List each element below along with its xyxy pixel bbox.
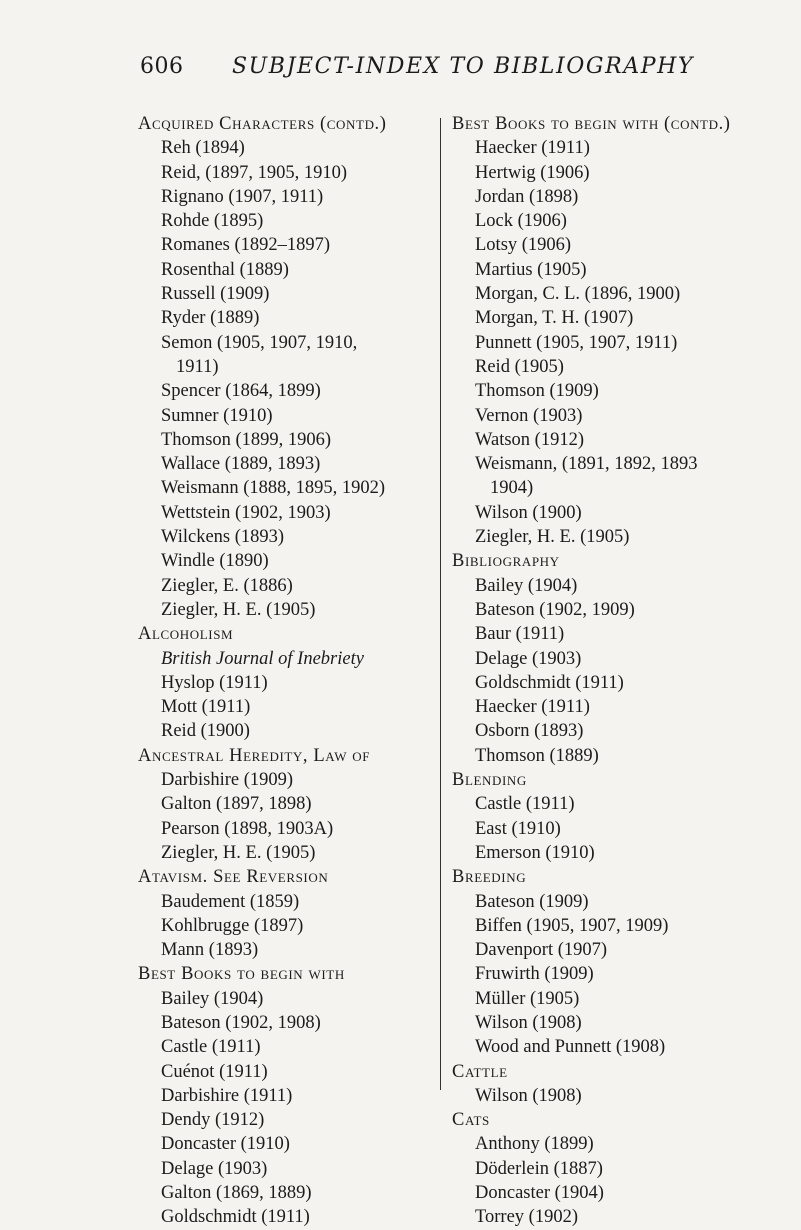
column-divider: [440, 118, 441, 1090]
index-entry: Castle (1911): [475, 794, 575, 815]
index-entry: East (1910): [475, 818, 561, 839]
index-entry: Morgan, T. H. (1907): [475, 308, 634, 329]
index-entry: Mann (1893): [161, 940, 259, 961]
index-entry: Wilson (1908): [475, 1012, 582, 1033]
index-entry: Galton (1897, 1898): [161, 794, 312, 815]
index-heading: Bibliography: [452, 551, 560, 572]
index-entry: Ziegler, H. E. (1905): [475, 527, 630, 548]
index-entry: Haecker (1911): [475, 138, 590, 159]
index-entry: Windle (1890): [161, 551, 269, 572]
index-entry: Baur (1911): [475, 624, 565, 645]
index-entry: Goldschmidt (1911): [161, 1207, 310, 1228]
index-entry: Doncaster (1910): [161, 1134, 290, 1155]
index-entry: Weismann, (1891, 1892, 1893: [475, 454, 698, 475]
index-heading: Alcoholism: [138, 624, 234, 645]
index-heading: Best Books to begin with: [138, 964, 345, 985]
index-entry: Mott (1911): [161, 697, 251, 718]
running-head: [140, 54, 780, 94]
index-entry: British Journal of Inebriety: [161, 648, 364, 669]
index-entry: Reid (1900): [161, 721, 250, 742]
index-entry: Anthony (1899): [475, 1134, 594, 1155]
index-entry: Delage (1903): [161, 1158, 268, 1179]
index-entry: Fruwirth (1909): [475, 964, 594, 985]
index-entry: Thomson (1889): [475, 745, 599, 766]
index-entry: Goldschmidt (1911): [475, 672, 624, 693]
index-entry: Darbishire (1909): [161, 770, 294, 791]
index-entry: Bateson (1909): [475, 891, 589, 912]
index-entry: Wettstein (1902, 1903): [161, 502, 331, 523]
index-entry: Ziegler, H. E. (1905): [161, 842, 316, 863]
page-heading: SUBJECT-INDEX TO BIBLIOGRAPHY: [232, 54, 695, 79]
index-entry: Wilckens (1893): [161, 527, 285, 548]
index-entry: Davenport (1907): [475, 940, 608, 961]
index-entry: Döderlein (1887): [475, 1158, 603, 1179]
index-entry: Torrey (1902): [475, 1207, 578, 1228]
index-entry: Wilson (1900): [475, 502, 582, 523]
left-index-column: [138, 112, 434, 1230]
index-entry: Watson (1912): [475, 429, 584, 450]
index-entry: Ryder (1889): [161, 308, 260, 329]
index-entry: Semon (1905, 1907, 1910,: [161, 332, 358, 353]
index-entry: Rosenthal (1889): [161, 259, 289, 280]
index-heading: Best Books to begin with (contd.): [452, 114, 731, 134]
index-entry: Emerson (1910): [475, 842, 595, 863]
index-entry: Bailey (1904): [475, 575, 578, 596]
index-heading: Cats: [452, 1110, 490, 1131]
index-entry: Weismann (1888, 1895, 1902): [161, 478, 386, 499]
index-entry-continuation: 1904): [490, 478, 534, 499]
index-heading: Breeding: [452, 867, 527, 888]
index-entry: Haecker (1911): [475, 697, 590, 718]
index-entry: Ziegler, H. E. (1905): [161, 599, 316, 620]
index-entry: Wallace (1889, 1893): [161, 454, 321, 475]
index-entry: Castle (1911): [161, 1037, 261, 1058]
index-entry: Bateson (1902, 1909): [475, 599, 635, 620]
index-entry: Darbishire (1911): [161, 1085, 293, 1106]
index-entry: Lock (1906): [475, 211, 567, 232]
index-entry: Dendy (1912): [161, 1110, 265, 1131]
index-entry: Cuénot (1911): [161, 1061, 268, 1082]
index-heading: Cattle: [452, 1061, 508, 1082]
index-heading: Ancestral Heredity, Law of: [138, 745, 371, 766]
index-entry: Bailey (1904): [161, 988, 264, 1009]
index-entry: Martius (1905): [475, 259, 587, 280]
index-entry: Jordan (1898): [475, 186, 579, 207]
right-index-column: [452, 112, 772, 1230]
index-entry: Osborn (1893): [475, 721, 584, 742]
index-entry: Ziegler, E. (1886): [161, 575, 293, 596]
index-entry: Punnett (1905, 1907, 1911): [475, 332, 678, 353]
index-entry: Bateson (1902, 1908): [161, 1012, 321, 1033]
index-entry: Rignano (1907, 1911): [161, 186, 324, 207]
index-heading: Atavism. See Reversion: [138, 867, 329, 888]
index-entry: Pearson (1898, 1903A): [161, 818, 334, 839]
index-entry: Thomson (1899, 1906): [161, 429, 332, 450]
index-entry: Delage (1903): [475, 648, 582, 669]
index-heading: Blending: [452, 770, 527, 791]
index-entry: Sumner (1910): [161, 405, 273, 426]
index-entry: Spencer (1864, 1899): [161, 381, 321, 402]
index-entry: Wilson (1908): [475, 1085, 582, 1106]
index-entry: Reid (1905): [475, 356, 564, 377]
index-entry: Vernon (1903): [475, 405, 583, 426]
index-entry: Galton (1869, 1889): [161, 1183, 312, 1204]
index-entry: Hertwig (1906): [475, 162, 590, 183]
index-entry: Reh (1894): [161, 138, 245, 159]
index-heading: Acquired Characters (contd.): [138, 114, 387, 134]
index-entry: Reid, (1897, 1905, 1910): [161, 162, 348, 183]
index-entry: Doncaster (1904): [475, 1183, 604, 1204]
index-entry: Thomson (1909): [475, 381, 599, 402]
index-entry: Wood and Punnett (1908): [475, 1037, 666, 1058]
index-entry: Russell (1909): [161, 284, 270, 305]
index-entry: Kohlbrugge (1897): [161, 915, 304, 936]
index-entry: Lotsy (1906): [475, 235, 572, 256]
index-entry: Biffen (1905, 1907, 1909): [475, 915, 669, 936]
index-entry-continuation: 1911): [176, 356, 219, 377]
page-number: 606: [140, 54, 184, 79]
index-entry: Müller (1905): [475, 988, 580, 1009]
index-entry: Hyslop (1911): [161, 672, 268, 693]
index-entry: Baudement (1859): [161, 891, 300, 912]
index-entry: Morgan, C. L. (1896, 1900): [475, 284, 681, 305]
index-entry: Romanes (1892–1897): [161, 235, 331, 256]
index-entry: Rohde (1895): [161, 211, 264, 232]
